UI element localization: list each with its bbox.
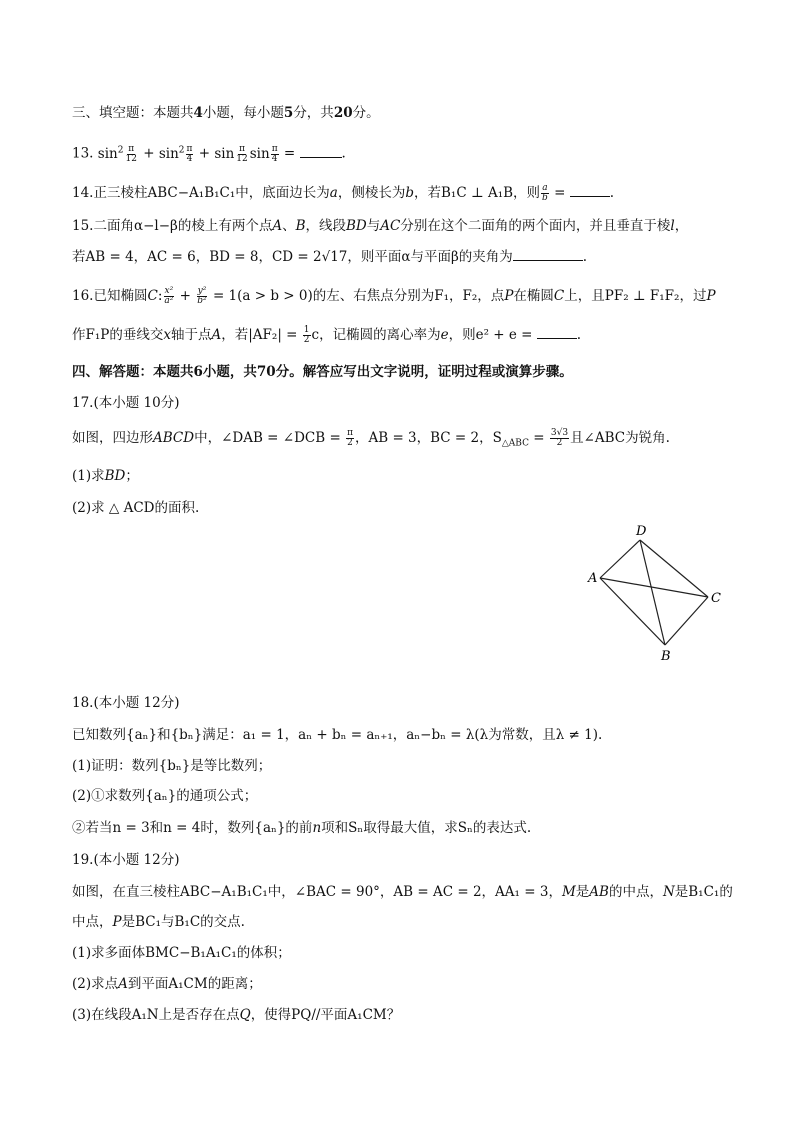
q17-part1: (1)求BD； — [72, 468, 139, 484]
diagonal-DB — [640, 540, 665, 645]
q14-number: 14. — [72, 185, 94, 201]
q18-stem: 已知数列{aₙ}和{bₙ}满足：a₁ = 1，aₙ + bₙ = aₙ₊₁，aₙ−bₙ = λ(λ为常数，且λ ≠ 1). — [72, 727, 603, 743]
q13-term2: $\sin^2$ $\frac{\pi}{4}$ — [158, 143, 193, 164]
section3-total: 20 — [333, 105, 353, 121]
label-D: D — [636, 524, 647, 539]
q17-stem: 如图，四边形ABCD中，∠DAB = ∠DCB = $\frac{\pi}{2}$ ，AB = 3，BC = 2，$S_{\triangle ABC}$ = $\frac{3√3}{2}$ 且∠ABC为锐角. — [72, 428, 670, 449]
q19-stem-line1: 如图，在直三棱柱ABC−A₁B₁C₁中，∠BAC = 90°，AB = AC = 2，AA₁ = 3，M是AB的中点，N是B₁C₁的 — [72, 884, 733, 900]
section3-count: 4 — [193, 105, 203, 121]
q17-part2: (2)求 △ ACD的面积. — [72, 500, 200, 516]
q13-answer-blank — [300, 144, 342, 158]
q17-frac-pi2: $\frac{\pi}{2}$ — [347, 428, 353, 448]
q13-term3: sin $\frac{\pi}{12}$ sin $\frac{\pi}{4}$ — [214, 143, 278, 164]
label-C: C — [711, 591, 721, 606]
q18-part3: ②若当n = 3和n = 4时，数列{aₙ}的前n项和Sₙ取得最大值，求Sₙ的表达式. — [72, 820, 532, 836]
q13-term1: $\sin^2$ $\frac{\pi}{12}$ — [97, 143, 137, 164]
q19-title: 19.(本小题 12分) — [72, 852, 180, 868]
section3-heading — [72, 103, 380, 123]
q16-frac-half: $\frac{1}{2}$ — [303, 325, 310, 345]
section3-heading-text4: 分。 — [352, 105, 380, 121]
edge-CB — [665, 597, 708, 645]
label-B: B — [661, 649, 671, 664]
q17-frac-area: $\frac{3√3}{2}$ — [550, 428, 569, 448]
q17-title: 17.(本小题 10分) — [72, 395, 180, 411]
q13-number: 13. — [72, 145, 94, 162]
question-15-line2: 若AB = 4，AC = 6，BD = 8，CD = 2√17，则平面α与平面β的夹角为 . — [72, 249, 588, 265]
q19-part1: (1)求多面体BMC−B₁A₁C₁的体积； — [72, 945, 291, 961]
question-15-line1: 15.二面角α−l−β的棱上有两个点A、B，线段BD与AC分别在这个二面角的两个面内，并且垂直于棱l， — [72, 218, 689, 234]
q15-sqrt: √17 — [321, 249, 348, 265]
q16-frac-y: $\frac{\text{y²}}{\text{b²}}$ — [197, 286, 207, 306]
q18-title: 18.(本小题 12分) — [72, 695, 180, 711]
q18-part1: (1)证明：数列{bₙ}是等比数列； — [72, 758, 272, 774]
section4-heading: 四、解答题：本题共6小题，共70分。解答应写出文字说明，证明过程或演算步骤。 — [72, 364, 573, 380]
q19-stem-line2: 中点，P是BC₁与B₁C的交点. — [72, 914, 245, 930]
q16-frac-x: $\frac{\text{x²}}{\text{a²}}$ — [164, 286, 174, 306]
q18-part2: (2)①求数列{aₙ}的通项公式； — [72, 788, 258, 804]
section3-each: 5 — [283, 105, 294, 121]
label-A: A — [588, 571, 598, 586]
section3-heading-text2: 小题，每小题 — [202, 105, 284, 121]
q19-part2: (2)求点A到平面A₁CM的距离； — [72, 976, 262, 992]
section3-heading-text3: 分，共 — [293, 105, 334, 121]
quadrilateral-figure — [580, 518, 730, 668]
q19-part3: (3)在线段A₁N上是否存在点Q，使得PQ//平面A₁CM？ — [72, 1007, 401, 1023]
edge-DC — [640, 540, 708, 597]
section3-heading-text: 三、填空题：本题共 — [72, 105, 194, 121]
question-16-line1: 16.已知椭圆C: $\frac{\text{x²}}{\text{a²}}$ + $\frac{\text{y²}}{\text{b²}}$ = 1(a > b > 0)的左、右焦点分别为F₁，F₂，点P在椭圆C上，且PF₂ ⊥ F₁F₂，过P — [72, 286, 716, 306]
q14-ratio: $\frac{a}{b}$ — [542, 183, 548, 203]
question-14: 14.正三棱柱ABC−A₁B₁C₁中，底面边长为a，侧棱长为b，若B₁C ⊥ A₁B，则 $\frac{a}{b}$ = . — [72, 183, 614, 203]
question-16-line2: 作F₁P的垂线交x轴于点A，若|AF₂| = $\frac{1}{2}$ c，记椭圆的离心率为e，则e² + e = . — [72, 325, 582, 345]
q14-answer-blank — [570, 183, 610, 197]
q15-answer-blank — [513, 247, 583, 261]
q16-answer-blank — [537, 325, 577, 339]
question-13: 13. $\sin^2$ $\frac{\pi}{12}$ + $\sin^2$ $\frac{\pi}{4}$ + sin $\frac{\pi}{12}$ sin $\frac{\pi}{4}$ = . — [72, 143, 346, 164]
edge-AD — [600, 540, 640, 578]
